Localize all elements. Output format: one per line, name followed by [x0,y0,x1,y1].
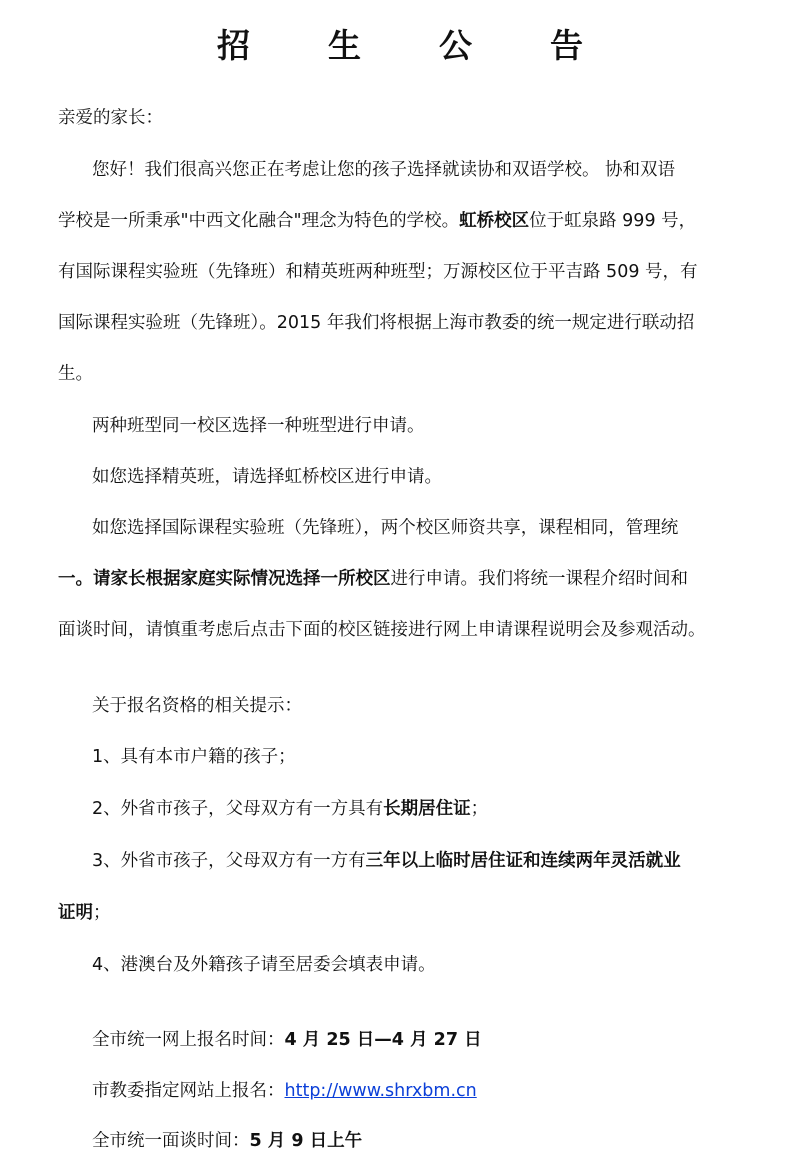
rule-pioneer-line-2-tail: 进行申请。我们将统一课程介绍时间和 [390,569,688,589]
qualification-item-2-end: ； [470,799,489,819]
qualification-item-4: 4、港澳台及外籍孩子请至居委会填表申请。 [92,955,436,975]
registration-site-link[interactable]: http://www.shrxbm.cn [284,1081,477,1101]
interview-time-label: 全市统一面谈时间： [92,1131,250,1151]
intro-line-1: 您好！我们很高兴您正在考虑让您的孩子选择就读协和双语学校。 协和双语 [92,160,676,180]
registration-time [92,1027,482,1053]
greeting: 亲爱的家长： [58,108,163,128]
intro-line-5: 生。 [58,364,93,384]
qualification-item-3-cont [58,900,111,926]
qualification-item-2 [92,796,488,822]
registration-site [92,1078,477,1104]
intro-line-2-tail: 位于虹泉路 999 号， [529,211,697,231]
registration-site-label: 市教委指定网站上报名： [92,1081,285,1101]
rule-pioneer-line-1: 如您选择国际课程实验班（先锋班），两个校区师资共享，课程相同，管理统 [92,518,679,538]
intro-line-4: 国际课程实验班（先锋班）。2015 年我们将根据上海市教委的统一规定进行联动招 [58,313,695,333]
qualification-item-3-text: 3、外省市孩子，父母双方有一方有 [92,851,366,871]
rule-elite-class: 如您选择精英班，请选择虹桥校区进行申请。 [92,467,442,487]
long-term-residence-permit-bold: 长期居住证 [383,799,471,819]
rule-pioneer-line-3: 面谈时间，请慎重考虑后点击下面的校区链接进行网上申请课程说明会及参观活动。 [58,620,706,640]
qualification-item-1: 1、具有本市户籍的孩子； [92,747,296,767]
rule-one-class-type: 两种班型同一校区选择一种班型进行申请。 [92,416,425,436]
qualification-heading: 关于报名资格的相关提示： [92,696,302,716]
certificate-bold: 证明 [58,903,93,923]
registration-time-label: 全市统一网上报名时间： [92,1030,285,1050]
interview-time [92,1128,362,1154]
registration-time-value: 4 月 25 日—4 月 27 日 [284,1030,482,1050]
qualification-item-2-text: 2、外省市孩子，父母双方有一方具有 [92,799,384,819]
rule-pioneer-line-2 [58,566,688,592]
qualification-item-3 [92,848,681,874]
intro-line-3: 有国际课程实验班（先锋班）和精英班两种班型；万源校区位于平吉路 509 号，有 [58,262,698,282]
intro-line-2-text: 学校是一所秉承"中西文化融合"理念为特色的学校。 [58,211,460,231]
interview-time-value: 5 月 9 日上午 [249,1131,363,1151]
page-title: 招生公告 [217,26,661,65]
hongqiao-campus-bold: 虹桥校区 [459,211,530,231]
temporary-permit-employment-bold: 三年以上临时居住证和连续两年灵活就业 [365,851,681,871]
rule-pioneer-line-2-start: 一。请家长根据家庭实际情况选择 [58,569,321,589]
one-campus-bold: 一所校区 [320,569,391,589]
qualification-item-3-end: ； [93,903,111,923]
intro-line-2 [58,208,696,234]
